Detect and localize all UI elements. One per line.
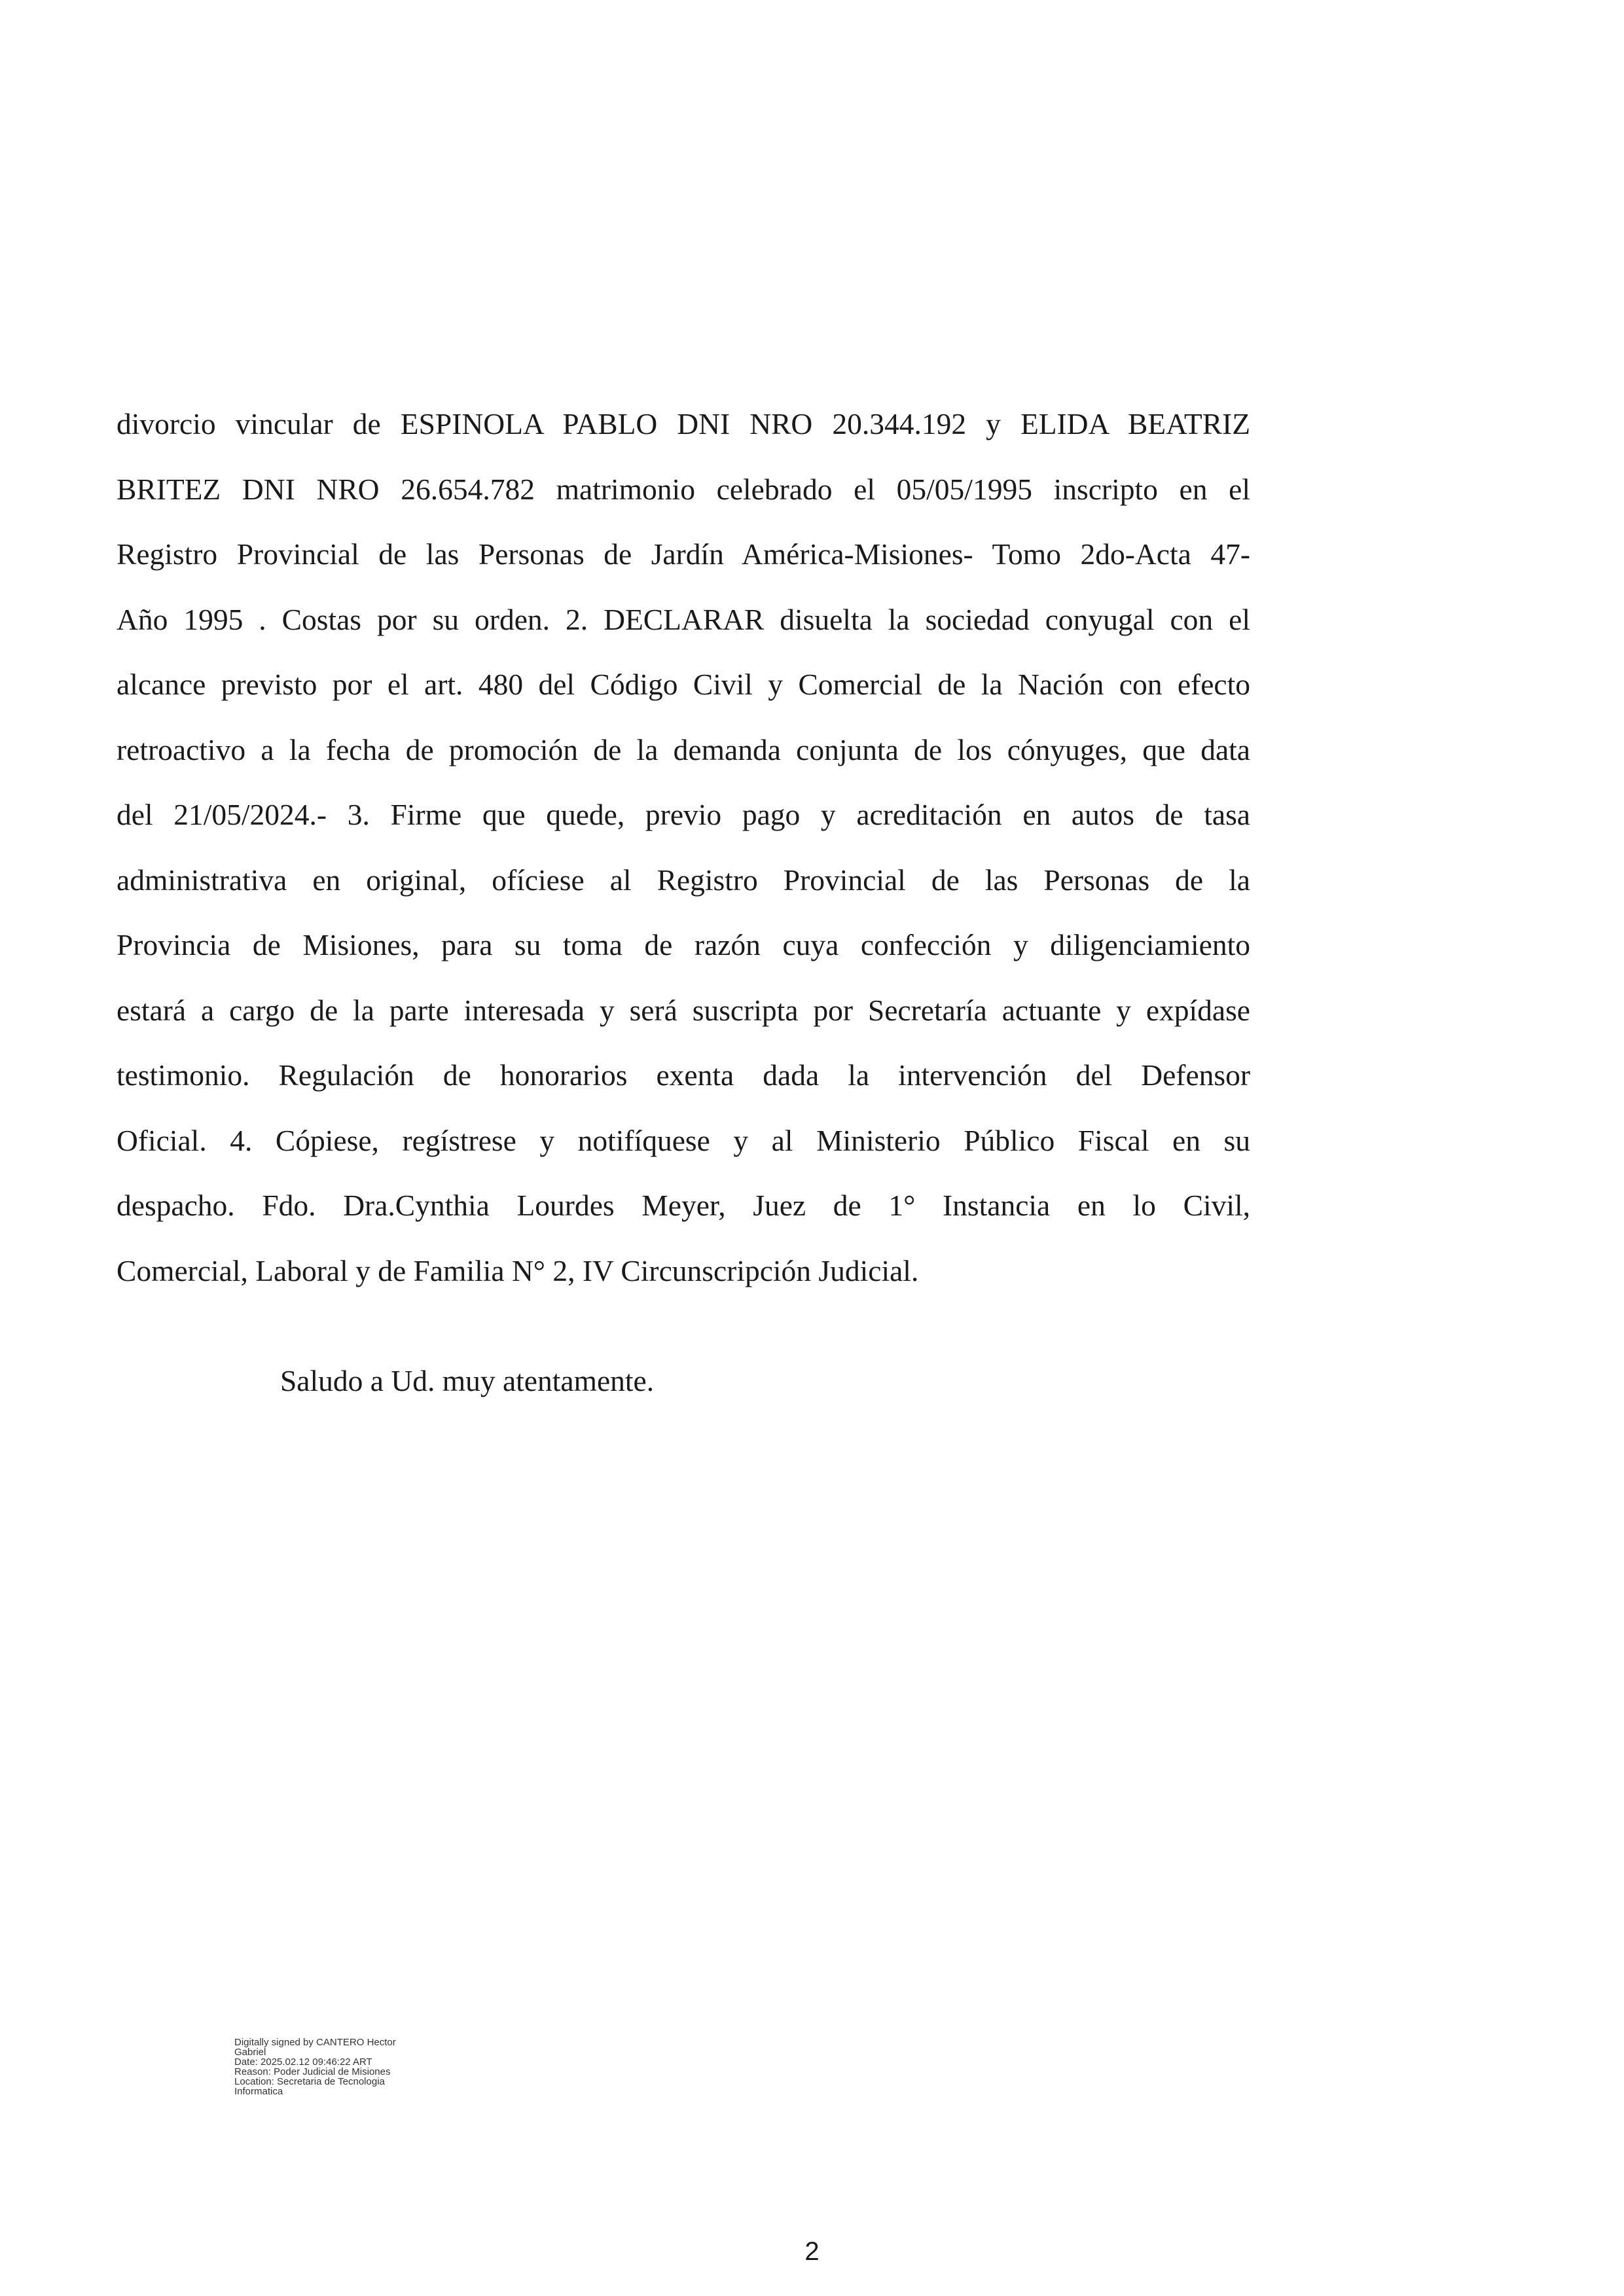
body-text <box>117 391 1250 1303</box>
signature-line: Informatica <box>234 2086 283 2097</box>
body-line: administrativa en original, ofíciese al Registro Provincial de las Personas de la <box>117 863 1250 897</box>
body-line: Comercial, Laboral y de Familia N° 2, IV Circunscripción Judicial. <box>117 1253 919 1287</box>
body-line: despacho. Fdo. Dra.Cynthia Lourdes Meyer, Juez de 1° Instancia en lo Civil, <box>117 1189 1250 1222</box>
digital-signature-stamp <box>234 2037 444 2096</box>
body-line: alcance previsto por el art. 480 del Código Civil y Comercial de la Nación con efecto <box>117 668 1250 701</box>
body-line: Año 1995 . Costas por su orden. 2. DECLARAR disuelta la sociedad conyugal con el <box>117 602 1250 636</box>
closing-salutation: Saludo a Ud. muy atentamente. <box>280 1364 655 1397</box>
signature-line: Gabriel <box>234 2047 266 2058</box>
signature-line: Digitally signed by CANTERO Hector <box>234 2037 396 2048</box>
body-line: estará a cargo de la parte interesada y será suscripta por Secretaría actuante y expídase <box>117 993 1250 1027</box>
body-line: BRITEZ DNI NRO 26.654.782 matrimonio celebrado el 05/05/1995 inscripto en el <box>117 472 1250 506</box>
signature-line: Reason: Poder Judicial de Misiones <box>234 2066 391 2077</box>
body-line: Provincia de Misiones, para su toma de razón cuya confección y diligenciamiento <box>117 928 1250 961</box>
body-line: testimonio. Regulación de honorarios exenta dada la intervención del Defensor <box>117 1058 1250 1092</box>
page-number: 2 <box>804 2237 820 2266</box>
signature-line: Date: 2025.02.12 09:46:22 ART <box>234 2056 372 2068</box>
body-line: Registro Provincial de las Personas de Jardín América-Misiones- Tomo 2do-Acta 47- <box>117 537 1250 571</box>
body-line: Oficial. 4. Cópiese, regístrese y notifíquese y al Ministerio Público Fiscal en su <box>117 1123 1250 1157</box>
signature-line: Location: Secretaria de Tecnologia <box>234 2076 385 2087</box>
body-line: retroactivo a la fecha de promoción de la demanda conjunta de los cónyuges, que data <box>117 732 1250 766</box>
body-line: divorcio vincular de ESPINOLA PABLO DNI NRO 20.344.192 y ELIDA BEATRIZ <box>117 407 1250 440</box>
body-line: del 21/05/2024.- 3. Firme que quede, previo pago y acreditación en autos de tasa <box>117 798 1250 831</box>
